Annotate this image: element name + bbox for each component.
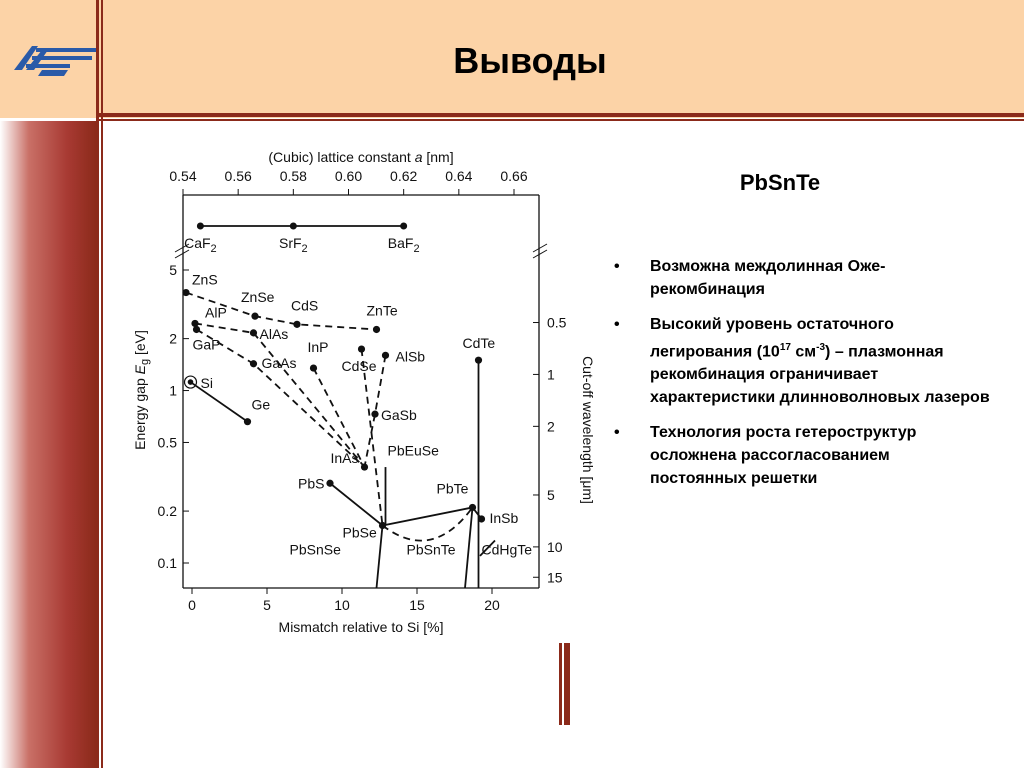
point-label: PbSe	[342, 524, 377, 541]
point-label: ZnTe	[366, 302, 398, 319]
data-point	[478, 515, 485, 522]
point-label: AlP	[205, 304, 227, 321]
point-label: BaF$_2$	[387, 235, 420, 255]
point-label: CdSe	[341, 358, 377, 375]
data-point	[290, 223, 297, 230]
left-gradient-bar	[0, 121, 96, 768]
top-tick-label: 0.64	[445, 168, 473, 184]
point-label: PbS	[298, 475, 325, 492]
data-point	[250, 329, 257, 336]
point-label: Ge	[251, 396, 271, 413]
right-tick-label: 0.5	[547, 314, 567, 331]
data-point	[358, 345, 365, 352]
right-tick-label: 1	[547, 366, 555, 383]
right-tick-label: 15	[547, 569, 563, 586]
data-point	[400, 223, 407, 230]
data-point	[244, 418, 251, 425]
alloy-line	[362, 349, 383, 525]
x-tick-label: 15	[409, 597, 425, 613]
data-point	[469, 504, 476, 511]
conclusions-list	[610, 255, 990, 502]
data-point	[197, 223, 204, 230]
point-label: GaAs	[261, 354, 297, 371]
decorative-divider	[559, 643, 571, 725]
bullet-marker: •	[614, 316, 620, 333]
right-tick-label: 5	[547, 486, 555, 503]
curve-label: PbSnSe	[289, 541, 341, 558]
point-label: ZnSe	[241, 289, 275, 306]
pbsnse-line	[377, 525, 383, 588]
alloy-line	[195, 323, 254, 332]
top-tick-label: 0.54	[169, 168, 197, 184]
data-point	[379, 522, 386, 529]
alloy-line	[197, 329, 365, 467]
y-tick-label: 0.2	[157, 503, 177, 520]
data-point	[371, 411, 378, 418]
top-tick-label: 0.60	[334, 168, 363, 184]
x-tick-label: 10	[334, 597, 350, 613]
curve-label: PbEuSe	[387, 442, 439, 459]
point-label: AlAs	[259, 325, 289, 342]
point-label: InSb	[489, 509, 519, 526]
right-tick-label: 2	[547, 418, 555, 435]
data-point	[326, 480, 333, 487]
y-tick-label: 5	[169, 262, 177, 278]
point-label: CdS	[291, 297, 319, 314]
x-tick-label: 0	[188, 597, 196, 613]
y-tick-label: 0.5	[157, 434, 177, 451]
pbsnte-dip-curve	[383, 507, 473, 540]
point-label: PbTe	[436, 480, 469, 497]
top-tick-label: 0.56	[224, 168, 252, 184]
x-tick-label: 20	[484, 597, 500, 613]
alloy-line	[191, 382, 248, 422]
data-point	[250, 360, 257, 367]
logo-icon	[12, 40, 98, 80]
bullet-item: • Высокий уровень остаточного легирования ($10^{17}$ $см^{-3}$) – плазмонная рекомбинация ограничивает характеристики длинноволновых лазеров	[610, 313, 990, 409]
data-point	[382, 352, 389, 359]
right-tick-label: 10	[547, 538, 563, 555]
point-label: GaP	[192, 336, 221, 353]
bullet-marker: •	[614, 258, 620, 275]
data-point	[293, 321, 300, 328]
data-point	[188, 379, 194, 385]
curve-label: PbSnTe	[406, 541, 456, 558]
header-rule-thin	[96, 119, 1024, 121]
data-point	[361, 463, 368, 470]
curve-label: CdHgTe	[481, 541, 533, 558]
top-axis-title: (Cubic) lattice constant a [nm]	[268, 149, 454, 165]
point-label: InAs	[330, 450, 359, 467]
top-tick-label: 0.58	[279, 168, 307, 184]
material-subtitle: PbSnTe	[739, 170, 821, 195]
point-label: GaSb	[381, 407, 417, 424]
point-label: SrF$_2$	[278, 235, 308, 255]
top-tick-label: 0.62	[390, 168, 418, 184]
band-gap-chart	[125, 140, 600, 640]
y-tick-label: 2	[169, 330, 177, 347]
bullet-item: • Технология роста гетероструктур осложнена рассогласованием постоянных решетки	[610, 421, 990, 490]
point-label: CaF$_2$	[184, 235, 217, 255]
header-rule	[96, 113, 1024, 117]
data-point	[373, 326, 380, 333]
x-tick-label: 5	[263, 597, 271, 613]
bullet-item: • Возможна междолинная Оже-рекомбинация	[610, 255, 990, 301]
pbsnte-line	[465, 507, 473, 588]
data-point	[475, 357, 482, 364]
point-label: AlSb	[395, 348, 426, 365]
point-label: InP	[307, 339, 329, 356]
data-point	[310, 364, 317, 371]
point-label: ZnS	[192, 271, 218, 288]
data-point	[191, 320, 198, 327]
data-point	[193, 326, 200, 333]
y-tick-label: 0.1	[157, 555, 177, 571]
point-label: CdTe	[462, 335, 496, 352]
x-axis-title: Mismatch relative to Si [%]	[278, 619, 444, 635]
data-point	[251, 313, 258, 320]
point-label: Si	[200, 375, 213, 392]
slide-title: Выводы	[453, 40, 607, 81]
axis-breaks	[175, 244, 547, 258]
top-tick-label: 0.66	[500, 168, 528, 184]
bullet-marker: •	[614, 424, 620, 442]
y-axis-title: Energy gap $E_g$ [eV]	[132, 330, 151, 450]
data-point	[182, 289, 189, 296]
y-tick-label: 1	[169, 382, 177, 399]
right-axis-title: Cut-off wavelength [μm]	[580, 356, 596, 504]
